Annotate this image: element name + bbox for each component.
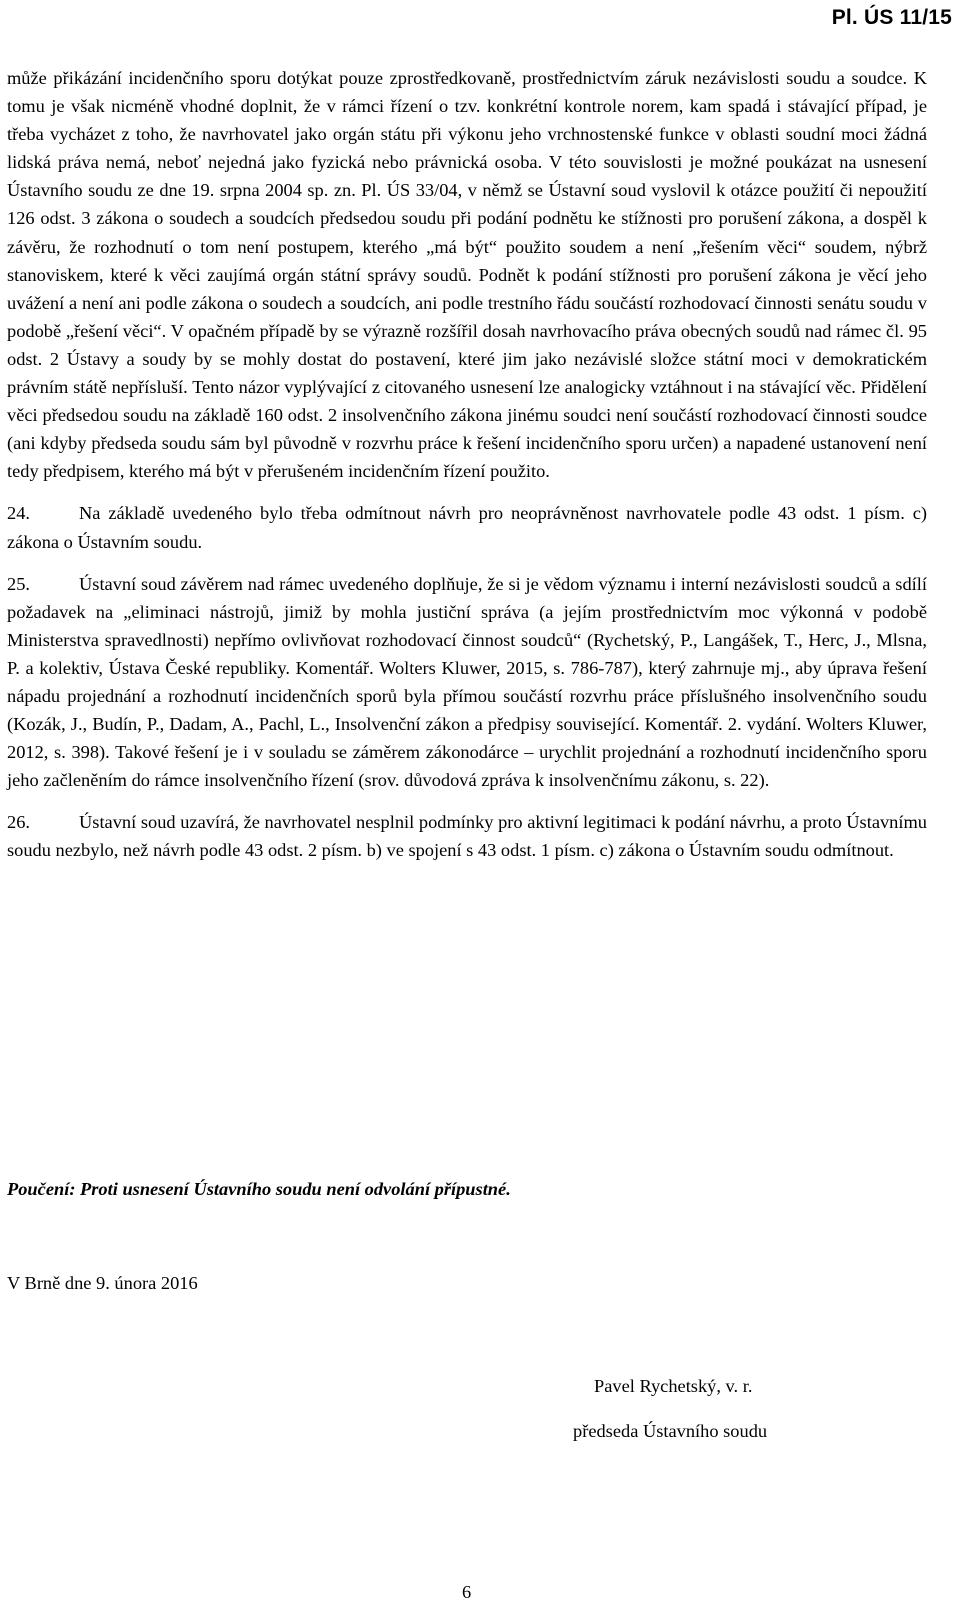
date-place: V Brně dne 9. února 2016 bbox=[7, 1273, 198, 1293]
signatory-name: Pavel Rychetský, v. r. bbox=[594, 1376, 753, 1396]
paragraph-26 bbox=[7, 808, 927, 864]
document-body bbox=[7, 64, 927, 865]
signatory-role: předseda Ústavního soudu bbox=[573, 1421, 768, 1441]
paragraph-25 bbox=[7, 570, 927, 795]
page-number: 6 bbox=[462, 1582, 472, 1602]
paragraph-text: Ústavní soud uzavírá, že navrhovatel nesplnil podmínky pro aktivní legitimaci k podání návrhu, a proto Ústavnímu soudu nezbylo, než návrh podle 43 odst. 2 písm. b) ve spojení s 43 odst. 1 písm. c) zákona o Ústavním soudu odmítnout. bbox=[7, 812, 927, 861]
paragraph-24 bbox=[7, 499, 927, 555]
paragraph-number: 26. bbox=[7, 812, 30, 833]
paragraph-number: 25. bbox=[7, 573, 30, 594]
legal-advice: Poučení: Proti usnesení Ústavního soudu není odvolání přípustné. bbox=[7, 1179, 511, 1199]
paragraph-number: 24. bbox=[7, 503, 30, 524]
intro-paragraph: může přikázání incidenčního sporu dotýkat pouze zprostředkovaně, prostřednictvím záruk nezávislosti soudu a soudce. K tomu je však nicméně vhodné doplnit, že v rámci řízení o tzv. konkrétní kontrole norem, kam spadá i stávající případ, je třeba vycházet z toho, že navrhovatel jako orgán státu při výkonu jeho vrchnostenské funkce v oblasti soudní moci žádná lidská práva nemá, neboť nejedná jako fyzická nebo právnická osoba. V této souvislosti je možné poukázat na usnesení Ústavního soudu ze dne 19. srpna 2004 sp. zn. Pl. ÚS 33/04, v němž se Ústavní soud vyslovil k otázce použití či nepoužití 126 odst. 3 zákona o soudech a soudcích předsedou soudu při podání podnětu ke stížnosti pro porušení zákona, a dospěl k závěru, že rozhodnutí o tom není postupem, kterého „má být“ použito soudem a není „řešením věci“ soudem, nýbrž stanoviskem, které k věci zaujímá orgán státní správy soudů. Podnět k podání stížnosti pro porušení zákona je věcí jeho uvážení a není ani podle zákona o soudech a soudcích, ani podle trestního řádu součástí rozhodovací činnosti senátu soudu v podobě „řešení věci“. V opačném případě by se výrazně rozšířil dosah navrhovacího práva obecných soudů nad rámec čl. 95 odst. 2 Ústavy a soudy by se mohly dostat do postavení, které jim jako nezávislé složce státní moci v demokratickém právním státě nepřísluší. Tento názor vyplývající z citovaného usnesení lze analogicky vztáhnout i na stávající věc. Přidělení věci předsedou soudu na základě 160 odst. 2 insolvenčního zákona jinému soudci není součástí rozhodovací činnosti soudce (ani kdyby předseda soudu sám byl původně v rozvrhu práce k řešení incidenčního sporu určen) a napadené ustanovení není tedy předpisem, kterého má být v přerušeném incidenčním řízení použito. bbox=[7, 68, 927, 482]
paragraph-text: Ústavní soud závěrem nad rámec uvedeného doplňuje, že si je vědom významu i interní nezávislosti soudců a sdílí požadavek na „eliminaci nástrojů, jimiž by mohla justiční správa (a jejím prostřednictvím moc výkonná v podobě Ministerstva spravedlnosti) nepřímo ovlivňovat rozhodovací činnost soudců“ (Rychetský, P., Langášek, T., Herc, J., Mlsna, P. a kolektiv, Ústava České republiky. Komentář. Wolters Kluwer, 2015, s. 786-787), který zahrnuje mj., aby úprava řešení nápadu projednání a rozhodnutí incidenčních sporů byla přímou součástí rozvrhu práce příslušného insolvenčního soudu (Kozák, J., Budín, P., Dadam, A., Pachl, L., Insolvenční zákon a předpisy související. Komentář. 2. vydání. Wolters Kluwer, 2012, s. 398). Takové řešení je i v souladu se záměrem zákonodárce – urychlit projednání a rozhodnutí incidenčního sporu jeho začleněním do rámce insolvenčního řízení (srov. důvodová zpráva k insolvenčnímu zákonu, s. 22). bbox=[7, 573, 927, 791]
document-reference: Pl. ÚS 11/15 bbox=[831, 6, 952, 29]
paragraph-text: Na základě uvedeného bylo třeba odmítnout návrh pro neoprávněnost navrhovatele podle 43 odst. 1 písm. c) zákona o Ústavním soudu. bbox=[7, 503, 927, 552]
